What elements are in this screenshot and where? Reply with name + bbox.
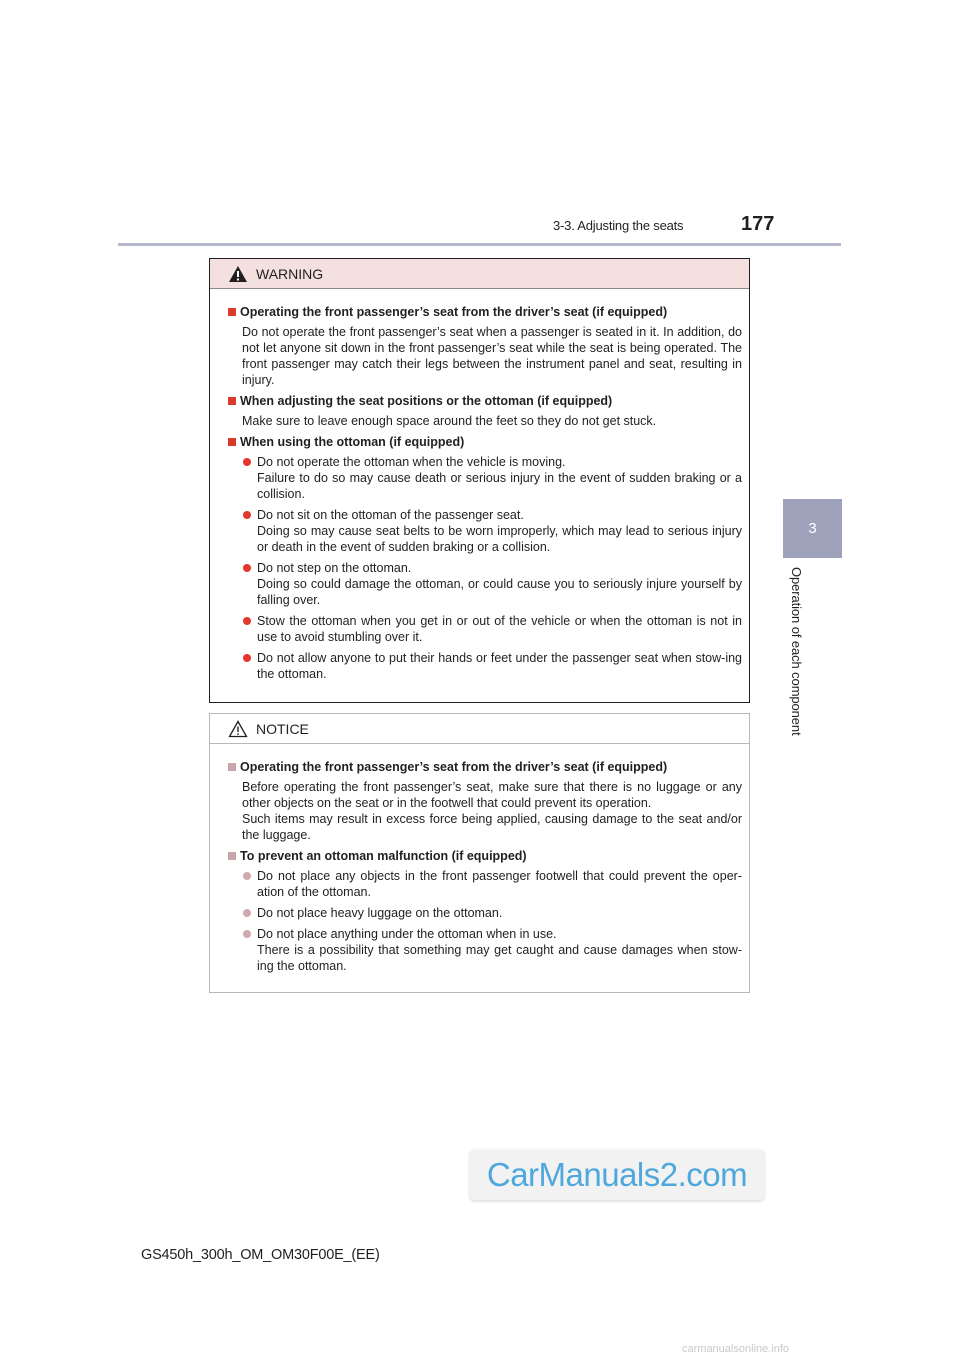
bullet-text bbox=[257, 613, 742, 645]
bullet-dot-icon bbox=[243, 511, 251, 519]
bullet-text bbox=[257, 650, 742, 682]
bullet-dot-icon bbox=[243, 617, 251, 625]
bullet-item bbox=[243, 560, 742, 608]
notice-square-icon bbox=[228, 763, 236, 771]
bullet-dot-icon bbox=[243, 872, 251, 880]
paragraph: Such items may result in excess force being applied, causing damage to the seat and/or the luggage. bbox=[242, 812, 742, 842]
footer-manual-code: GS450h_300h_OM_OM30F00E_(EE) bbox=[141, 1247, 380, 1263]
bullet-item bbox=[243, 613, 742, 645]
section-title-text: When adjusting the seat positions or the ottoman (if equipped) bbox=[240, 394, 613, 408]
bullet-text bbox=[257, 905, 502, 921]
section-text bbox=[240, 324, 742, 388]
bullet-item bbox=[243, 905, 742, 921]
caution-triangle-icon bbox=[228, 720, 248, 738]
watermark-logo[interactable] bbox=[470, 1150, 764, 1200]
bullet-line: Do not sit on the ottoman of the passenger seat. bbox=[257, 508, 524, 522]
side-tab bbox=[783, 499, 842, 558]
bullet-dot-icon bbox=[243, 458, 251, 466]
bullet-line: Stow the ottoman when you get in or out of the vehicle or when the ottoman is not in use to avoid stumbling over it. bbox=[257, 614, 742, 644]
bullet-item bbox=[243, 868, 742, 900]
watermark-text: CarManuals2.com bbox=[486, 1156, 748, 1193]
warning-square-icon bbox=[228, 438, 236, 446]
paragraph: Before operating the front passenger’s seat, make sure that there is no luggage or any other objects on the seat or in the footwell that could prevent its operation. bbox=[242, 780, 742, 810]
bullet-item bbox=[243, 650, 742, 682]
bullet-item bbox=[243, 454, 742, 502]
bullet-line: Doing so could damage the ottoman, or could cause you to seriously injure yourself by falling over. bbox=[257, 577, 742, 607]
warning-square-icon bbox=[228, 397, 236, 405]
bullet-line: Do not place any objects in the front passenger footwell that could prevent the oper-ation of the ottoman. bbox=[257, 869, 742, 899]
bullet-dot-icon bbox=[243, 564, 251, 572]
notice-header bbox=[210, 714, 749, 744]
header-section-title: 3-3. Adjusting the seats bbox=[553, 218, 684, 233]
warning-section-title bbox=[228, 394, 742, 408]
bullet-item bbox=[243, 926, 742, 974]
bullet-line: Do not step on the ottoman. bbox=[257, 561, 412, 575]
section-text bbox=[240, 413, 742, 429]
bullet-text bbox=[257, 926, 742, 974]
header-rule bbox=[118, 243, 841, 246]
notice-box bbox=[209, 713, 750, 993]
warning-square-icon bbox=[228, 308, 236, 316]
notice-body bbox=[210, 744, 749, 989]
bullet-dot-icon bbox=[243, 909, 251, 917]
notice-section-title bbox=[228, 760, 742, 774]
section-title-text: Operating the front passenger’s seat from the driver’s seat (if equipped) bbox=[240, 760, 668, 774]
watermark-url[interactable]: carmanualsonline.info bbox=[682, 1343, 790, 1355]
bullet-text bbox=[257, 560, 742, 608]
bullet-line: Do not operate the ottoman when the vehicle is moving. bbox=[257, 455, 566, 469]
bullet-item bbox=[243, 507, 742, 555]
page-number: 177 bbox=[741, 213, 775, 235]
section-title-text: Operating the front passenger’s seat from the driver’s seat (if equipped) bbox=[240, 305, 668, 319]
bullet-text bbox=[257, 868, 742, 900]
warning-triangle-icon bbox=[228, 265, 248, 283]
warning-box bbox=[209, 258, 750, 703]
notice-square-icon bbox=[228, 852, 236, 860]
bullet-line: Do not allow anyone to put their hands or feet under the passenger seat when stow-ing the ottoman. bbox=[257, 651, 742, 681]
bullet-line: Failure to do so may cause death or serious injury in the event of sudden braking or a collision. bbox=[257, 471, 742, 501]
side-tab-label: Operation of each component bbox=[789, 567, 804, 736]
paragraph: Make sure to leave enough space around the feet so they do not get stuck. bbox=[242, 414, 657, 428]
warning-body bbox=[210, 289, 749, 697]
section-title-text: To prevent an ottoman malfunction (if equipped) bbox=[240, 849, 527, 863]
warning-header bbox=[210, 259, 749, 289]
bullet-dot-icon bbox=[243, 654, 251, 662]
bullet-line: Doing so may cause seat belts to be worn improperly, which may lead to serious injury or death in the event of sudden braking or a collision. bbox=[257, 524, 742, 554]
section-title-text: When using the ottoman (if equipped) bbox=[240, 435, 465, 449]
section-text bbox=[240, 779, 742, 843]
notice-section-title bbox=[228, 849, 742, 863]
bullet-dot-icon bbox=[243, 930, 251, 938]
notice-title: NOTICE bbox=[256, 720, 309, 737]
bullet-line: Do not place heavy luggage on the ottoman. bbox=[257, 906, 503, 920]
paragraph: Do not operate the front passenger’s seat when a passenger is seated in it. In addition, do not let anyone sit down in the front passenger’s seat while the seat is being operated. The front passenger may catch their legs between the instrument panel and seat, resulting in injury. bbox=[242, 325, 742, 387]
warning-section-title bbox=[228, 435, 742, 449]
warning-title: WARNING bbox=[256, 265, 324, 282]
bullet-text bbox=[257, 454, 742, 502]
warning-section-title bbox=[228, 305, 742, 319]
bullet-line: There is a possibility that something may get caught and cause damages when stow-ing the ottoman. bbox=[257, 943, 742, 973]
bullet-line: Do not place anything under the ottoman when in use. bbox=[257, 927, 557, 941]
side-tab-number: 3 bbox=[808, 520, 817, 537]
bullet-text bbox=[257, 507, 742, 555]
